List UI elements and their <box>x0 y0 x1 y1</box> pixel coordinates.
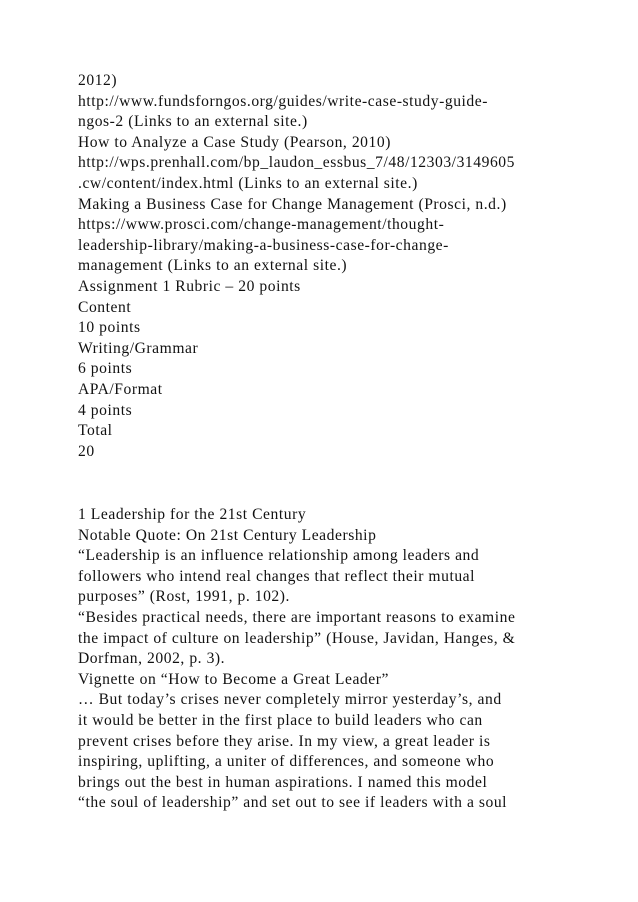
rubric-criterion: APA/Format <box>78 380 163 398</box>
leadership-chapter-block <box>78 505 578 814</box>
reference-url-line[interactable]: https://www.prosci.com/change-management/thought- <box>78 216 445 234</box>
reference-title-line: How to Analyze a Case Study (Pearson, 2010) <box>78 133 391 151</box>
vignette-text-line: brings out the best in human aspirations. I named this model <box>78 773 488 791</box>
reference-title-line: Making a Business Case for Change Management (Prosci, n.d.) <box>78 195 507 213</box>
rubric-heading: Assignment 1 Rubric – 20 points <box>78 277 301 295</box>
quote-text-line: purposes” (Rost, 1991, p. 102). <box>78 588 290 606</box>
reference-url-line[interactable]: leadership-library/making-a-business-case-for-change- <box>78 236 449 254</box>
references-and-rubric-block <box>78 71 578 462</box>
vignette-text-line: inspiring, uplifting, a uniter of differences, and someone who <box>78 753 495 771</box>
rubric-points: 4 points <box>78 401 133 419</box>
reference-url-line[interactable]: management (Links to an external site.) <box>78 257 348 275</box>
reference-url-line[interactable]: http://wps.prenhall.com/bp_laudon_essbus_7/48/12303/3149605 <box>78 154 515 172</box>
quote-text-line: Dorfman, 2002, p. 3). <box>78 650 226 668</box>
vignette-text-line: … But today’s crises never completely mirror yesterday’s, and <box>78 691 502 709</box>
rubric-total-value: 20 <box>78 442 95 460</box>
vignette-text-line: “the soul of leadership” and set out to see if leaders with a soul <box>78 794 508 812</box>
vignette-heading: Vignette on “How to Become a Great Leader” <box>78 670 389 688</box>
text-line: 2012) <box>78 72 118 89</box>
quote-text-line: the impact of culture on leadership” (House, Javidan, Hanges, & <box>78 629 516 647</box>
rubric-criterion: Content <box>78 298 132 316</box>
quote-text-line: “Leadership is an influence relationship among leaders and <box>78 547 480 565</box>
quote-text-line: followers who intend real changes that reflect their mutual <box>78 567 476 585</box>
rubric-points: 10 points <box>78 319 141 337</box>
rubric-total-label: Total <box>78 422 113 440</box>
reference-url-line[interactable]: .cw/content/index.html (Links to an external site.) <box>78 174 418 192</box>
reference-url-line[interactable]: ngos-2 (Links to an external site.) <box>78 113 308 131</box>
quote-text-line: “Besides practical needs, there are important reasons to examine <box>78 608 516 626</box>
chapter-title: 1 Leadership for the 21st Century <box>78 506 307 523</box>
rubric-criterion: Writing/Grammar <box>78 339 199 357</box>
vignette-text-line: prevent crises before they arise. In my view, a great leader is <box>78 732 491 750</box>
vignette-text-line: it would be better in the first place to build leaders who can <box>78 711 483 729</box>
quote-heading: Notable Quote: On 21st Century Leadership <box>78 526 377 544</box>
reference-url-line[interactable]: http://www.fundsforngos.org/guides/write-case-study-guide- <box>78 92 488 110</box>
rubric-points: 6 points <box>78 360 133 378</box>
